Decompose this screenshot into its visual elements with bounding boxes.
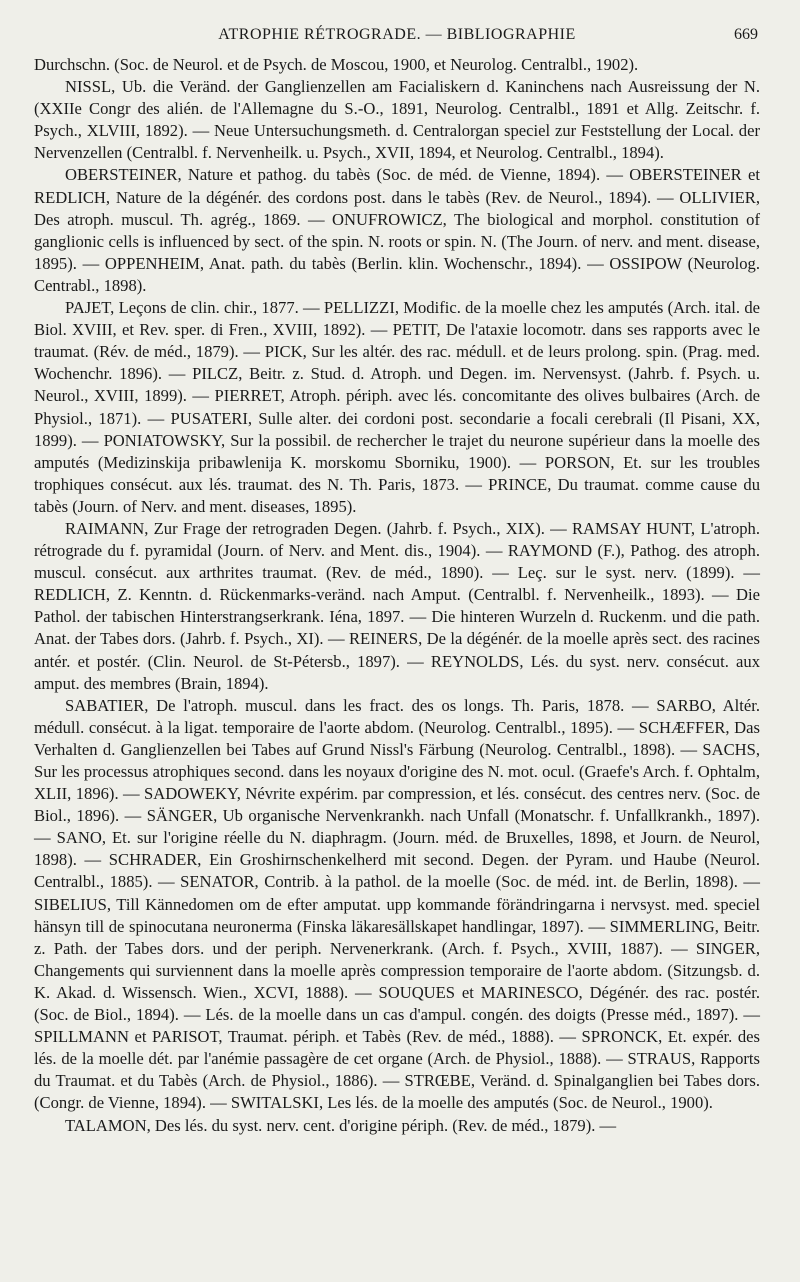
bibliography-body: [34, 54, 760, 1137]
page-header: [34, 24, 760, 54]
bibliography-paragraph: TALAMON, Des lés. du syst. nerv. cent. d'origine périph. (Rev. de méd., 1879). —: [65, 1115, 617, 1135]
bibliography-paragraph: Durchschn. (Soc. de Neurol. et de Psych. de Moscou, 1900, et Neurolog. Centralbl., 1902).: [34, 55, 639, 74]
bibliography-paragraph: PAJET, Leçons de clin. chir., 1877. — PELLIZZI, Modific. de la moelle chez les amputés (Arch. ital. de Biol. XVIII, et Rev. sper. di Fren., XVIII, 1892). — PETIT, De l'ataxie locomotr. dans ses rapports avec le traumat. (Rév. de méd., 1879). — PICK, Sur les altér. des rac. médull. et de leurs prolong. spin. (Prag. med. Wochenchr. 1896). — PILCZ, Beitr. z. Stud. d. Atroph. und Degen. im. Nervensyst. (Jahrb. f. Psych. u. Neurol., XVIII, 1899). — PIERRET, Atroph. périph. avec lés. concomitante des olives bulbaires (Arch. de Physiol., 1871). — PUSATERI, Sulle alter. dei cordoni post. secondarie a focali cerebrali (Il Pisani, XX, 1899). — PONIATOWSKY, Sur la possibil. de rechercher le trajet du neurone supérieur dans la moelle des amputés (Medizinskija pribawlenija K. morskomu Sborniku, 1900). — PORSON, Et. sur les troubles trophiques consécut. aux lés. traumat. des N. Th. Paris, 1873. — PRINCE, Du traumat. comme cause du tabès (Journ. of Nerv. and ment. diseases, 1895).: [34, 298, 760, 516]
bibliography-paragraph: OBERSTEINER, Nature et pathog. du tabès (Soc. de méd. de Vienne, 1894). — OBERSTEINER et REDLICH, Nature de la dégénér. des cordons post. dans le tabès (Rev. de Neurol., 1894). — OLLIVIER, Des atroph. muscul. Th. agrég., 1869. — ONUFROWICZ, The biological and morphol. constitution of ganglionic cells is influenced by sect. of the spin. N. roots or spin. N. (The Journ. of nerv. and ment. disease, 1895). — OPPENHEIM, Anat. path. du tabès (Berlin. klin. Wochenschr., 1894). — OSSIPOW (Neurolog. Centrabl., 1898).: [34, 165, 760, 295]
page-number: 669: [734, 26, 758, 43]
bibliography-paragraph: SABATIER, De l'atroph. muscul. dans les fract. des os longs. Th. Paris, 1878. — SARBO, Altér. médull. consécut. à la ligat. temporaire de l'aorte abdom. (Neurolog. Centralbl., 1895). — SCHÆFFER, Das Verhalten d. Ganglienzellen bei Tabes auf Grund Nissl's Färbung (Neurolog. Centralbl., 1898). — SACHS, Sur les processus atrophiques second. dans les noyaux d'origine des N. mot. ocul. (Graefe's Arch. f. Ophtalm, XLII, 1896). — SADOWEKY, Névrite expérim. par compression, et lés. consécut. des centres nerv. (Soc. de Biol., 1896). — SÄNGER, Ub organische Nervenkrankh. nach Unfall (Monatschr. f. Unfallkrankh., 1897). — SANO, Et. sur l'origine réelle du N. diaphragm. (Journ. méd. de Bruxelles, 1898, et Journ. de Neurol, 1898). — SCHRADER, Ein Groshirnschenkelherd mit second. Degen. der Pyram. und Haube (Neurol. Centralbl., 1885). — SENATOR, Contrib. à la pathol. de la moelle (Soc. de méd. int. de Berlin, 1898). — SIBELIUS, Till Kännedomen om de efter amputat. upp kommande förändringarna i nervsyst. med. speciel hänsyn till de spinocutana neuronerma (Finska läkaresällskapet handlingar, 1897). — SIMMERLING, Beitr. z. Path. der Tabes dors. und der periph. Nervenerkrank. (Arch. f. Psych., XVIII, 1887). — SINGER, Changements qui surviennent dans la moelle après compression temporaire de l'aorte abdom. (Sitzungsb. d. K. Akad. d. Wissensch. Wien., XCVI, 1888). — SOUQUES et MARINESCO, Dégénér. des rac. postér. (Soc. de Biol., 1894). — Lés. de la moelle dans un cas d'ampul. congén. des doigts (Presse méd., 1897). — SPILLMANN et PARISOT, Traumat. périph. et Tabès (Rev. de méd., 1888). — SPRONCK, Et. expér. des lés. de la moelle dét. par l'anémie passagère de cet organe (Arch. de Physiol., 1888). — STRAUS, Rapports du Traumat. et du Tabès (Arch. de Physiol., 1886). — STRŒBE, Veränd. d. Spinalganglien bei Tabes dors. (Congr. de Vienne, 1894). — SWITALSKI, Les lés. de la moelle des amputés (Soc. de Neurol., 1900).: [34, 695, 760, 1113]
bibliography-paragraph: RAIMANN, Zur Frage der retrograden Degen. (Jahrb. f. Psych., XIX). — RAMSAY HUNT, L'atroph. rétrograde du f. pyramidal (Journ. of Nerv. and Ment. dis., 1904). — RAYMOND (F.), Pathog. des atroph. muscul. consécut. aux arthrites traumat. (Rev. de méd., 1890). — Leç. sur le syst. nerv. (1899). — REDLICH, Z. Kenntn. d. Rückenmarks-veränd. nach Amput. (Centralbl. f. Nervenheilk., 1893). — Die Pathol. der tabischen Hinterstrangserkrank. Iéna, 1897. — Die hinteren Wurzeln d. Ruckenm. und die path. Anat. der Tabes dors. (Jahrb. f. Psych., XI). — REINERS, De la dégénér. de la moelle après sect. des racines antér. et postér. (Clin. Neurol. de St-Pétersb., 1897). — REYNOLDS, Lés. du syst. nerv. consécut. aux amput. des membres (Brain, 1894).: [34, 518, 760, 693]
bibliography-paragraph: NISSL, Ub. die Veränd. der Ganglienzellen am Facialiskern d. Kaninchens nach Ausreissung der N. (XXIIe Congr des alién. de l'Allemagne du S.-O., 1891, Neurolog. Centralbl., 1891 et Allg. Zeitschr. f. Psych., XLVIII, 1892). — Neue Untersuchungsmeth. d. Centralorgan speciel zur Feststellung der Local. der Nervenzellen (Centralbl. f. Nervenheilk. u. Psych., XVII, 1894, et Neurolog. Centralbl., 1894).: [34, 77, 760, 163]
running-title: ATROPHIE RÉTROGRADE. — BIBLIOGRAPHIE: [218, 26, 576, 43]
